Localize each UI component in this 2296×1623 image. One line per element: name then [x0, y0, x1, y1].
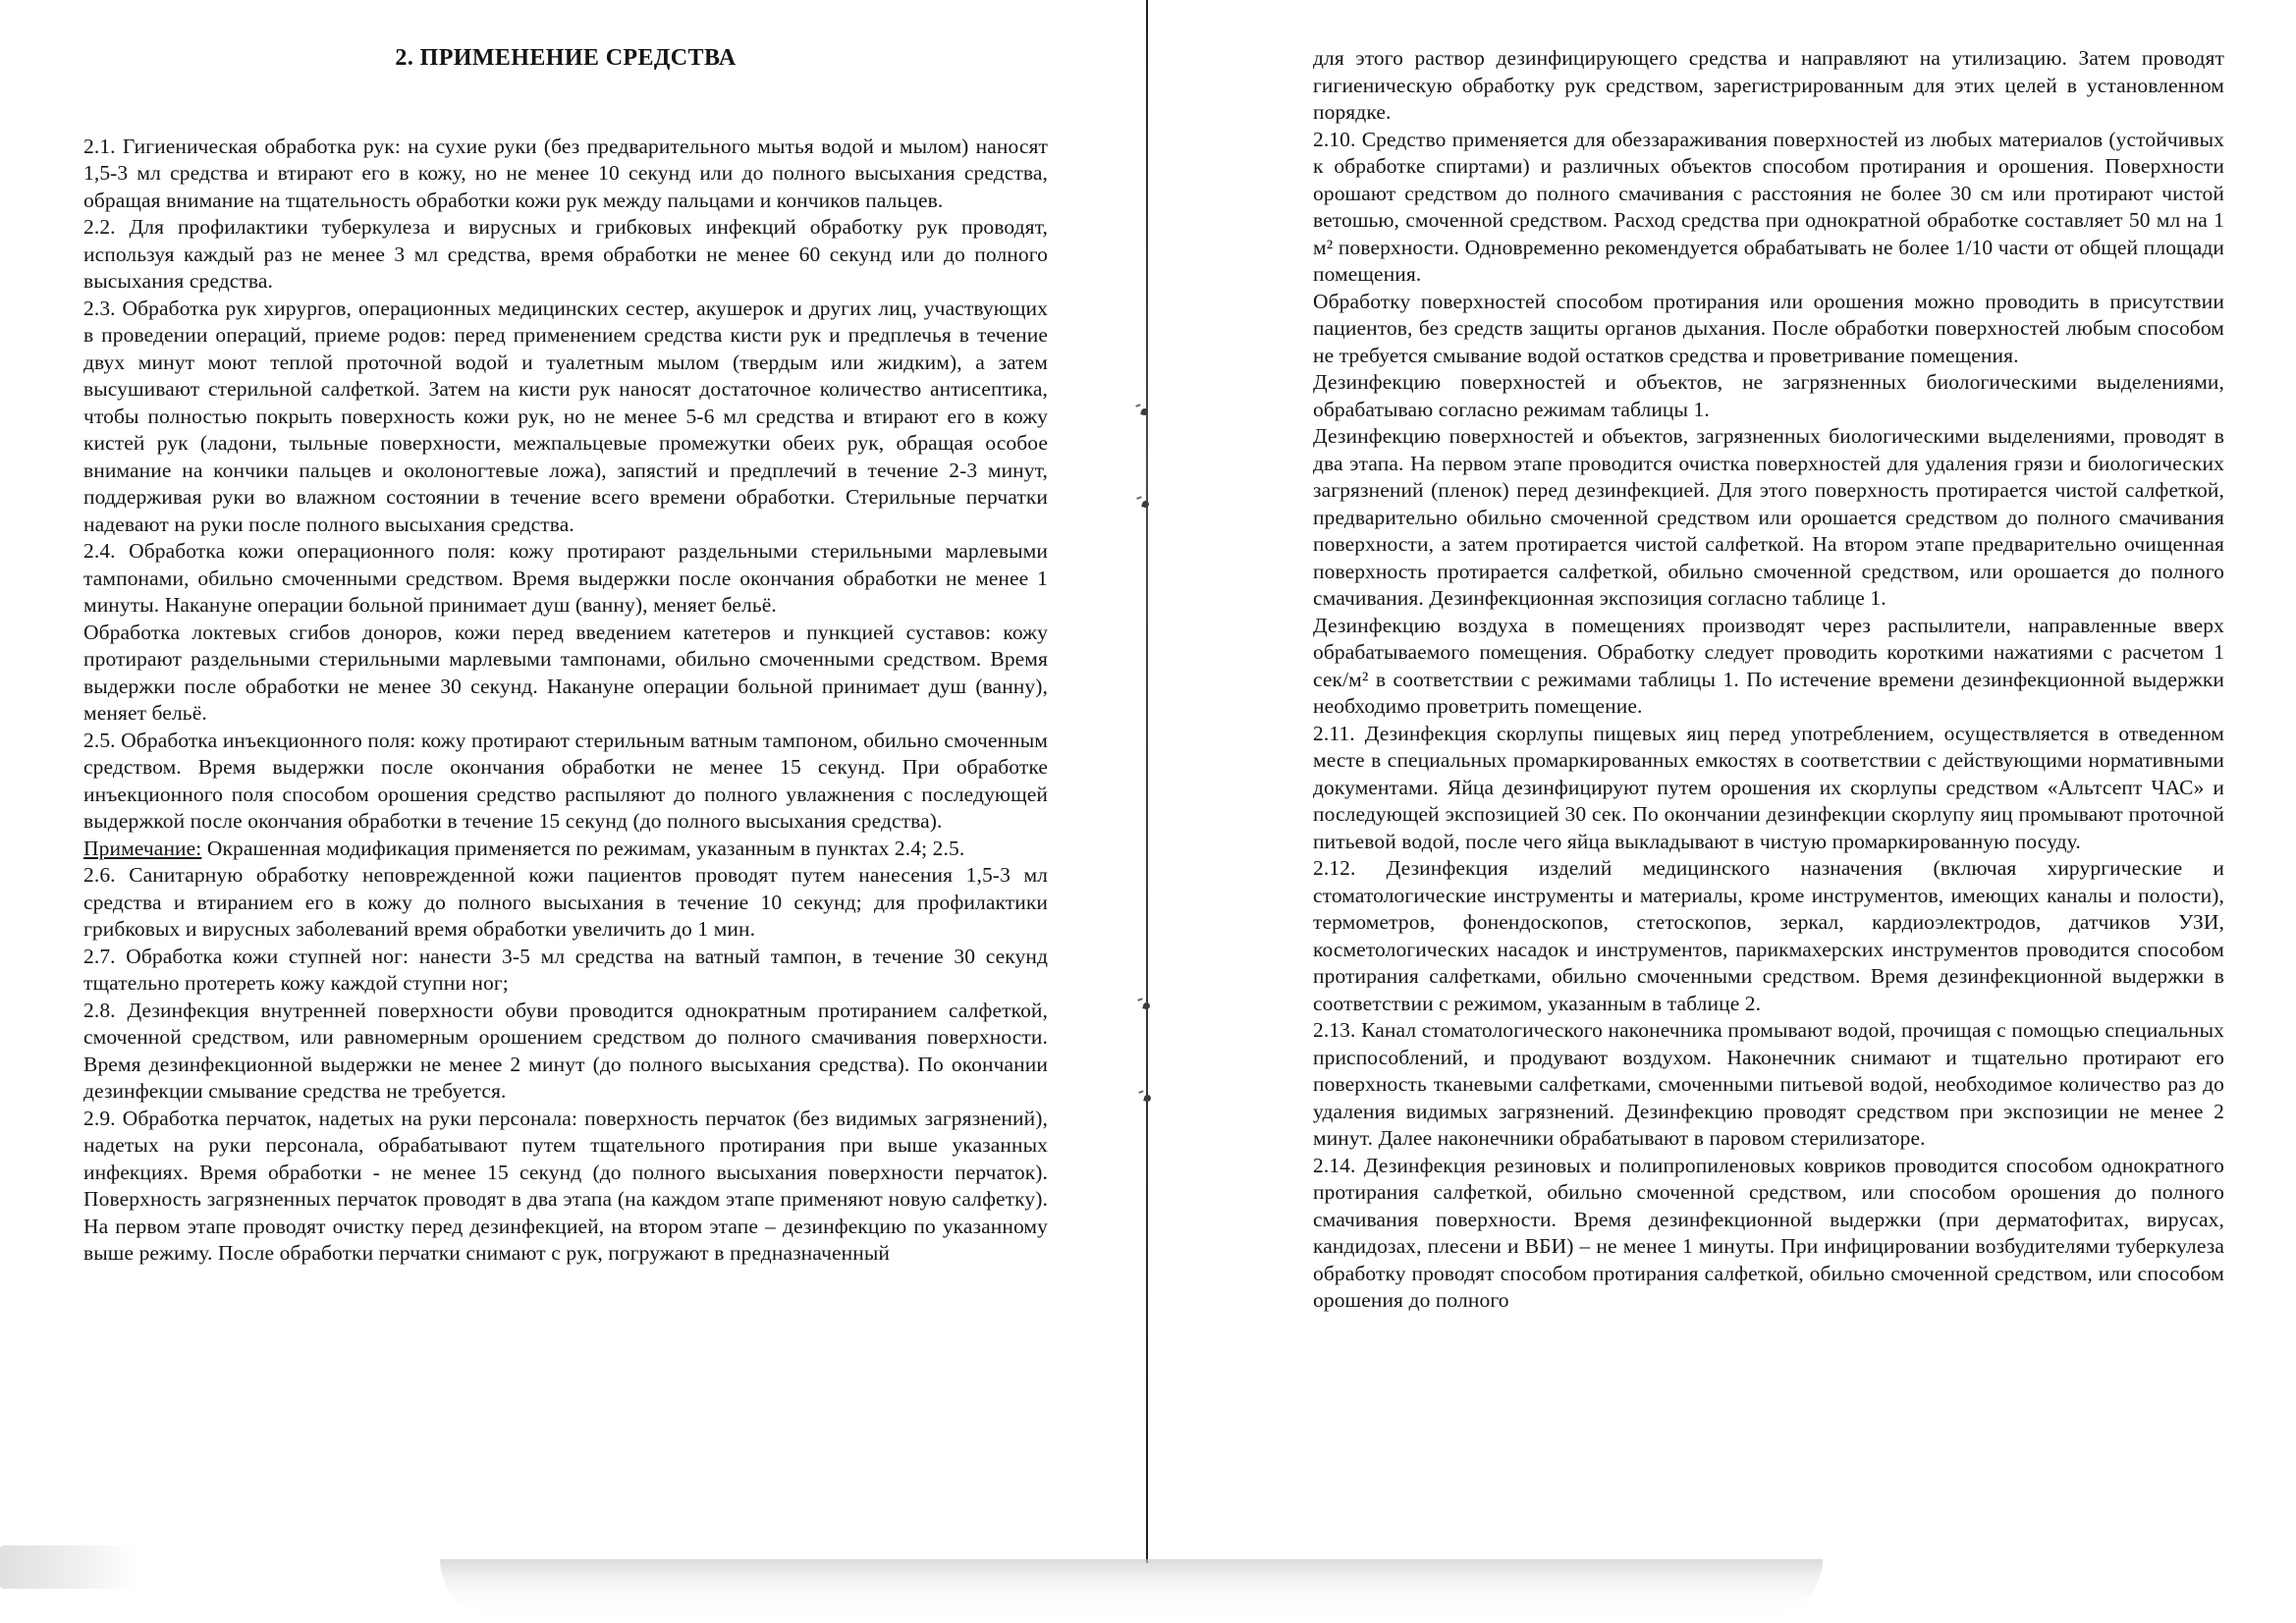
- right-page-body: [1313, 45, 2224, 1315]
- paragraph: Обработку поверхностей способом протирания или орошения можно проводить в присутствии пациентов, без средств защиты органов дыхания. После обработки поверхностей любым способом не требуется смывание водой остатков средства и проветривание помещения.: [1313, 289, 2224, 367]
- paragraph: 2.14. Дезинфекция резиновых и полипропиленовых ковриков проводится способом однократного протирания салфеткой, обильно смоченной средством, или способом орошения до полного смачивания поверхности. Время дезинфекционной выдержки (при дерматофитах, вирусах, кандидозах, плесени и ВБИ) – не менее 1 минуты. При инфицировании возбудителями туберкулеза обработку проводят способом протирания салфеткой, обильно смоченной средством, или способом орошения до полного: [1313, 1153, 2224, 1312]
- staple-mark: [1143, 1094, 1152, 1103]
- paragraph: Обработка локтевых сгибов доноров, кожи перед введением катетеров и пункцией суставов: кожу протирают раздельными стерильными марлевыми тампонами, обильно смоченными средством. Время выдержки после обработки не менее 30 секунд. Накануне операции больной принимает душ (ванну), меняет бельё.: [83, 620, 1048, 725]
- paragraph: 2.6. Санитарную обработку неповрежденной кожи пациентов проводят путем нанесения 1,5-3 мл средства и втиранием его в кожу до полного высыхания в течение 10 секунд; для профилактики грибковых и вирусных заболеваний время обработки увеличить до 1 мин.: [83, 863, 1048, 941]
- scan-smudge: [0, 1545, 136, 1589]
- paragraph: 2.11. Дезинфекция скорлупы пищевых яиц перед употреблением, осуществляется в отведенном месте в специальных промаркированных емкостях в соответствии с действующими нормативными документами. Яйца дезинфицируют путем орошения их скорлупы средством «Альтсепт ЧАС» и последующей экспозицией 30 сек. По окончании дезинфекции скорлупу яиц промывают проточной питьевой водой, после чего яйца выкладывают в чистую промаркированную посуду.: [1313, 721, 2224, 853]
- page-edge-shadow: [440, 1559, 1823, 1616]
- paragraph: для этого раствор дезинфицирующего средства и направляют на утилизацию. Затем проводят гигиеническую обработку рук средством, зарегистрированным для этих целей в установленном порядке.: [1313, 46, 2224, 124]
- paragraph: 2.13. Канал стоматологического наконечника промывают водой, прочищая с помощью специальных приспособлений, и продувают воздухом. Наконечник снимают и тщательно протирают его поверхность тканевыми салфетками, смоченными питьевой водой, необходимое количество раз до удаления видимых загрязнений. Дезинфекцию проводят средством при экспозиции не менее 2 минут. Далее наконечники обрабатывают в паровом стерилизаторе.: [1313, 1018, 2224, 1150]
- staple-mark: [1142, 1001, 1151, 1010]
- note-label: Примечание:: [83, 836, 202, 860]
- paragraph: 2.4. Обработка кожи операционного поля: кожу протирают раздельными стерильными марлевыми тампонами, обильно смоченными средством. Время выдержки после окончания обработки не менее 1 минуты. Накануне операции больной принимает душ (ванну), меняет бельё.: [83, 539, 1048, 617]
- paragraph: 2.5. Обработка инъекционного поля: кожу протирают стерильным ватным тампоном, обильно смоченным средством. Время выдержки после окончания обработки не менее 15 секунд. При обработке инъекционного поля способом орошения средство распыляют до полного увлажнения с последующей выдержкой после окончания обработки в течение 15 секунд (до полного высыхания средства).: [83, 728, 1048, 833]
- paragraph: 2.8. Дезинфекция внутренней поверхности обуви проводится однократным протиранием салфеткой, смоченной средством, или равномерным орошением средством до полного смачивания поверхности. Время дезинфекционной выдержки не менее 2 минут (до полного высыхания средства). По окончании дезинфекции смывание средства не требуется.: [83, 998, 1048, 1103]
- paragraph: Дезинфекцию поверхностей и объектов, не загрязненных биологическими выделениями, обрабатываю согласно режимам таблицы 1.: [1313, 370, 2224, 421]
- left-page: [83, 45, 1048, 1268]
- paragraph: 2.7. Обработка кожи ступней ног: нанести 3-5 мл средства на ватный тампон, в течение 30 секунд тщательно протереть кожу каждой ступни ног;: [83, 944, 1048, 995]
- paragraph: 2.9. Обработка перчаток, надетых на руки персонала: поверхность перчаток (без видимых загрязнений), надетых на руки персонала, обрабатывают путем тщательного протирания при выше указанных инфекциях. Время обработки - не менее 15 секунд (до полного высыхания поверхности перчаток). Поверхность загрязненных перчаток проводят в два этапа (на каждом этапе применяют новую салфетку). На первом этапе проводят очистку перед дезинфекцией, на втором этапе – дезинфекцию по указанному выше режиму. После обработки перчатки снимают с рук, погружают в предназначенный: [83, 1106, 1048, 1265]
- paragraph: 2.1. Гигиеническая обработка рук: на сухие руки (без предварительного мытья водой и мылом) наносят 1,5-3 мл средства и втирают его в кожу, но не менее 10 секунд или до полного высыхания средства, обращая внимание на тщательность обработки кожи рук между пальцами и кончиков пальцев.: [83, 134, 1048, 212]
- left-page-body: [83, 134, 1048, 1268]
- paragraph: Дезинфекцию поверхностей и объектов, загрязненных биологическими выделениями, проводят в два этапа. На первом этапе проводится очистка поверхностей для удаления грязи и биологических загрязнений (пленок) перед дезинфекцией. Для этого поверхность протирается чистой салфеткой, предварительно обильно смоченной средством или орошается средством до полного смачивания поверхности, а затем протирается чистой салфеткой. На втором этапе предварительно очищенная поверхность протирается салфеткой, обильно смоченной средством, или орошается до полного смачивания. Дезинфекционная экспозиция согласно таблице 1.: [1313, 424, 2224, 610]
- page-title: 2. ПРИМЕНЕНИЕ СРЕДСТВА: [395, 45, 737, 71]
- paragraph: 2.12. Дезинфекция изделий медицинского назначения (включая хирургические и стоматологические инструменты и материалы, кроме инструментов, имеющих каналы и полости), термометров, фонендоскопов, стетоскопов, зеркал, кардиоэлектродов, датчиков УЗИ, косметологических насадок и инструментов, парикмахерских инструментов проводится способом протирания салфетками, обильно смоченными средством. Время дезинфекционной выдержки в соответствии с режимом, указанным в таблице 2.: [1313, 856, 2224, 1015]
- staple-mark: [1141, 500, 1150, 509]
- right-page: [1313, 45, 2224, 1315]
- paragraph: 2.3. Обработка рук хирургов, операционных медицинских сестер, акушерок и других лиц, участвующих в проведении операций, приеме родов: перед применением средства кисти рук и предплечья в течение двух минут моют теплой проточной водой и туалетным мылом (твердым или жидким), а затем высушивают стерильной салфеткой. Затем на кисти рук наносят достаточное количество антисептика, чтобы полностью покрыть поверхность кожи рук, но не менее 5-6 мл средства и втирают его в кожу кистей рук (ладони, тыльные поверхности, межпальцевые промежутки обеих рук, обращая особое внимание на кончики пальцев и околоногтевые ложа), запястий и предплечий в течение 2-3 минут, поддерживая руки во влажном состоянии в течение всего времени обработки. Стерильные перчатки надевают на руки после полного высыхания средства.: [83, 296, 1048, 536]
- paragraph: 2.2. Для профилактики туберкулеза и вирусных и грибковых инфекций обработку рук проводят, используя каждый раз не менее 3 мл средства, время обработки не менее 60 секунд или до полного высыхания средства.: [83, 215, 1048, 293]
- paragraph: Примечание: Окрашенная модификация применяется по режимам, указанным в пунктах 2.4; 2.5.: [83, 836, 965, 860]
- booklet-fold-line: [1146, 0, 1148, 1563]
- paragraph: Дезинфекцию воздуха в помещениях производят через распылители, направленные вверх обрабатываемого помещения. Обработку следует проводить короткими нажатиями с расчетом 1 сек/м² в соответствии с режимами таблицы 1. По истечение времени дезинфекционной выдержки необходимо проветрить помещение.: [1313, 613, 2224, 718]
- paragraph: 2.10. Средство применяется для обеззараживания поверхностей из любых материалов (устойчивых к обработке спиртами) и различных объектов способом протирания и орошения. Поверхности орошают средством до полного смачивания с расстояния не более 30 см или протирают чистой ветошью, смоченной средством. Расход средства при однократной обработке составляет 50 мл на 1 м² поверхности. Одновременно рекомендуется обрабатывать не более 1/10 части от общей площади помещения.: [1313, 127, 2224, 286]
